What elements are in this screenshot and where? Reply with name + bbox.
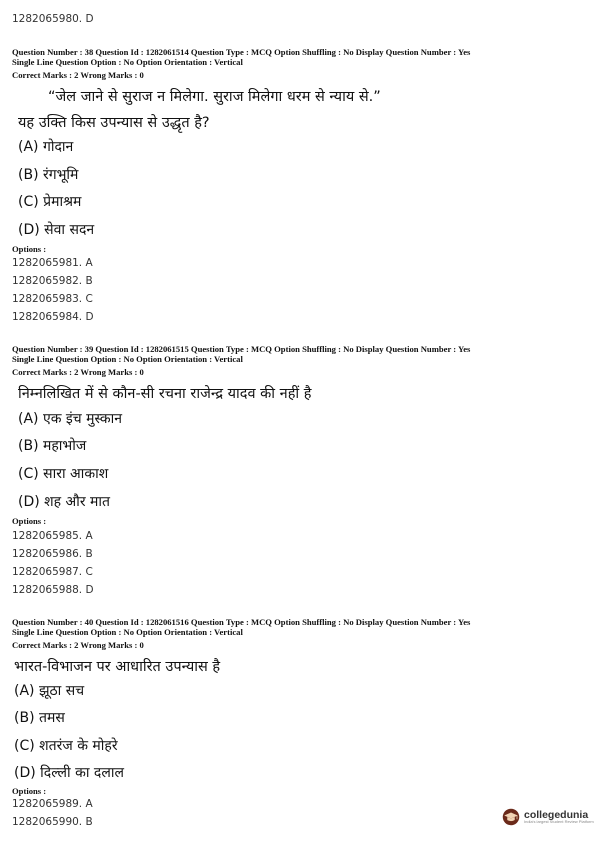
choice-d: (D) दिल्ली का दलाल (14, 765, 124, 781)
choice-b: (B) तमस (14, 710, 65, 726)
question-text-line1: “जेल जाने से सुराज न मिलेगा. सुराज मिलेगा धरम से न्याय से.” (48, 89, 381, 105)
option-line: 1282065981. A (12, 257, 93, 269)
option-line-previous: 1282065980. D (12, 13, 94, 25)
choice-c: (C) सारा आकाश (18, 466, 109, 482)
choice-a: (A) एक इंच मुस्कान (18, 411, 123, 427)
choice-b: (B) महाभोज (18, 438, 87, 454)
options-label: Options : (12, 244, 47, 254)
choice-c: (C) शतरंज के मोहरे (14, 738, 118, 754)
option-line: 1282065987. C (12, 566, 93, 578)
question-meta-line2: Single Line Question Option : No Option Orientation : Vertical (12, 57, 243, 67)
option-line: 1282065985. A (12, 530, 93, 542)
option-line: 1282065989. A (12, 798, 93, 810)
option-line: 1282065983. C (12, 293, 93, 305)
option-line: 1282065988. D (12, 584, 94, 596)
choice-c: (C) प्रेमाश्रम (18, 194, 82, 210)
option-line: 1282065990. B (12, 816, 93, 828)
question-marks: Correct Marks : 2 Wrong Marks : 0 (12, 640, 144, 650)
options-label: Options : (12, 516, 47, 526)
question-meta-line1: Question Number : 40 Question Id : 1282061516 Question Type : MCQ Option Shuffling : No Display Question Number : Yes (12, 617, 471, 627)
question-meta-line2: Single Line Question Option : No Option Orientation : Vertical (12, 354, 243, 364)
watermark-name: collegedunia (524, 808, 589, 821)
options-label: Options : (12, 786, 47, 796)
choice-d: (D) सेवा सदन (18, 222, 95, 238)
choice-b: (B) रंगभूमि (18, 167, 79, 183)
collegedunia-watermark (502, 808, 594, 826)
question-marks: Correct Marks : 2 Wrong Marks : 0 (12, 367, 144, 377)
option-line: 1282065982. B (12, 275, 93, 287)
watermark-text (524, 810, 594, 825)
question-meta-line1: Question Number : 39 Question Id : 1282061515 Question Type : MCQ Option Shuffling : No Display Question Number : Yes (12, 344, 471, 354)
question-meta-line1: Question Number : 38 Question Id : 1282061514 Question Type : MCQ Option Shuffling : No Display Question Number : Yes (12, 47, 471, 57)
question-marks: Correct Marks : 2 Wrong Marks : 0 (12, 70, 144, 80)
watermark-tagline: India's largest Student Review Platform (524, 819, 594, 825)
question-text-line2: यह उक्ति किस उपन्यास से उद्धृत है? (18, 115, 210, 131)
graduation-cap-icon (502, 808, 520, 826)
question-meta-line2: Single Line Question Option : No Option Orientation : Vertical (12, 627, 243, 637)
option-line: 1282065984. D (12, 311, 94, 323)
question-text-line1: निम्नलिखित में से कौन-सी रचना राजेन्द्र यादव की नहीं है (18, 386, 312, 402)
choice-a: (A) गोदान (18, 139, 74, 155)
choice-d: (D) शह और मात (18, 494, 111, 510)
question-text-line1: भारत-विभाजन पर आधारित उपन्यास है (14, 659, 221, 675)
option-line: 1282065986. B (12, 548, 93, 560)
choice-a: (A) झूठा सच (14, 683, 85, 699)
